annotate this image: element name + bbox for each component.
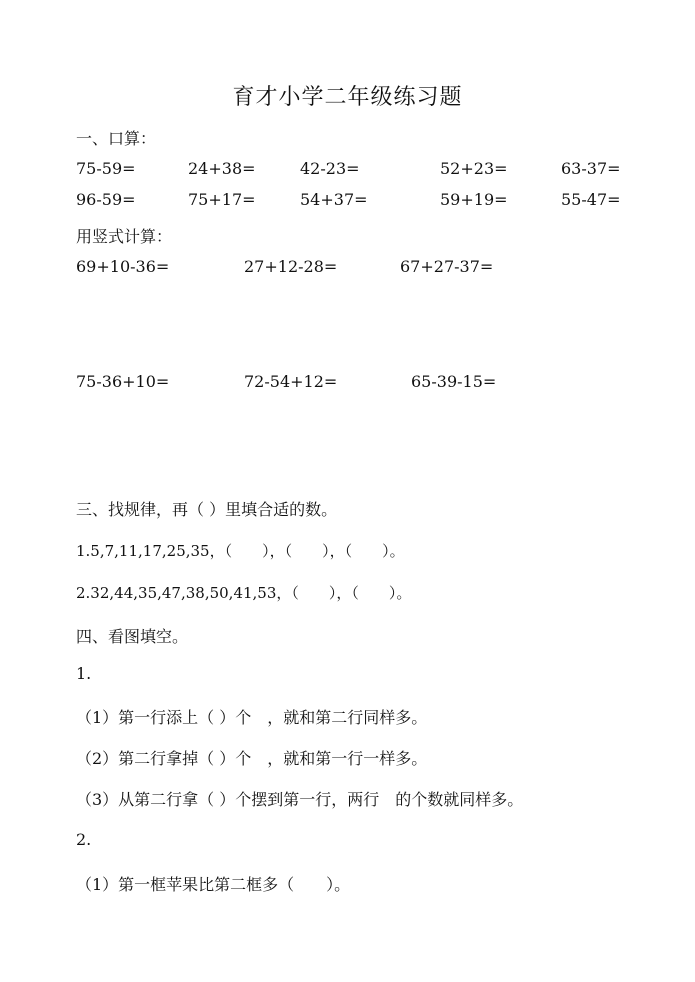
section-heading-oral: 一、口算： (76, 129, 157, 148)
picture-question-label-1: 1. (76, 664, 92, 683)
oral-problem: 55-47= (561, 190, 621, 209)
section-heading-pattern: 三、找规律，再（ ）里填合适的数。 (76, 500, 338, 519)
pattern-question-2: 2.32,44,35,47,38,50,41,53，（ ），（ ）。 (76, 584, 412, 602)
picture-subquestion: （1）第一框苹果比第二框多（ ）。 (76, 875, 351, 894)
vertical-problem: 67+27-37= (400, 257, 494, 276)
vertical-problem: 72-54+12= (244, 372, 338, 391)
picture-subquestion: （1）第一行添上（ ）个 ，就和第二行同样多。 (76, 708, 428, 727)
oral-problem: 63-37= (561, 159, 621, 178)
vertical-problem: 27+12-28= (244, 257, 338, 276)
oral-problem: 96-59= (76, 190, 136, 209)
oral-problem: 52+23= (440, 159, 508, 178)
vertical-problem: 75-36+10= (76, 372, 170, 391)
picture-question-label-2: 2. (76, 830, 92, 849)
oral-problem: 42-23= (300, 159, 360, 178)
section-heading-picture: 四、看图填空。 (76, 627, 189, 646)
oral-problem: 75-59= (76, 159, 136, 178)
oral-problem: 75+17= (188, 190, 256, 209)
section-heading-vertical: 用竖式计算： (76, 227, 173, 246)
picture-subquestion: （2）第二行拿掉（ ）个 ，就和第一行一样多。 (76, 749, 428, 768)
vertical-problem: 69+10-36= (76, 257, 170, 276)
pattern-question-1: 1.5,7,11,17,25,35，（ ），（ ），（ ）。 (76, 542, 405, 560)
vertical-problem: 65-39-15= (411, 372, 497, 391)
page-title: 育才小学二年级练习题 (232, 85, 463, 110)
picture-subquestion: （3）从第二行拿（ ）个摆到第一行，两行 的个数就同样多。 (76, 790, 524, 809)
oral-problem: 54+37= (300, 190, 368, 209)
oral-problem: 59+19= (440, 190, 508, 209)
oral-problem: 24+38= (188, 159, 256, 178)
